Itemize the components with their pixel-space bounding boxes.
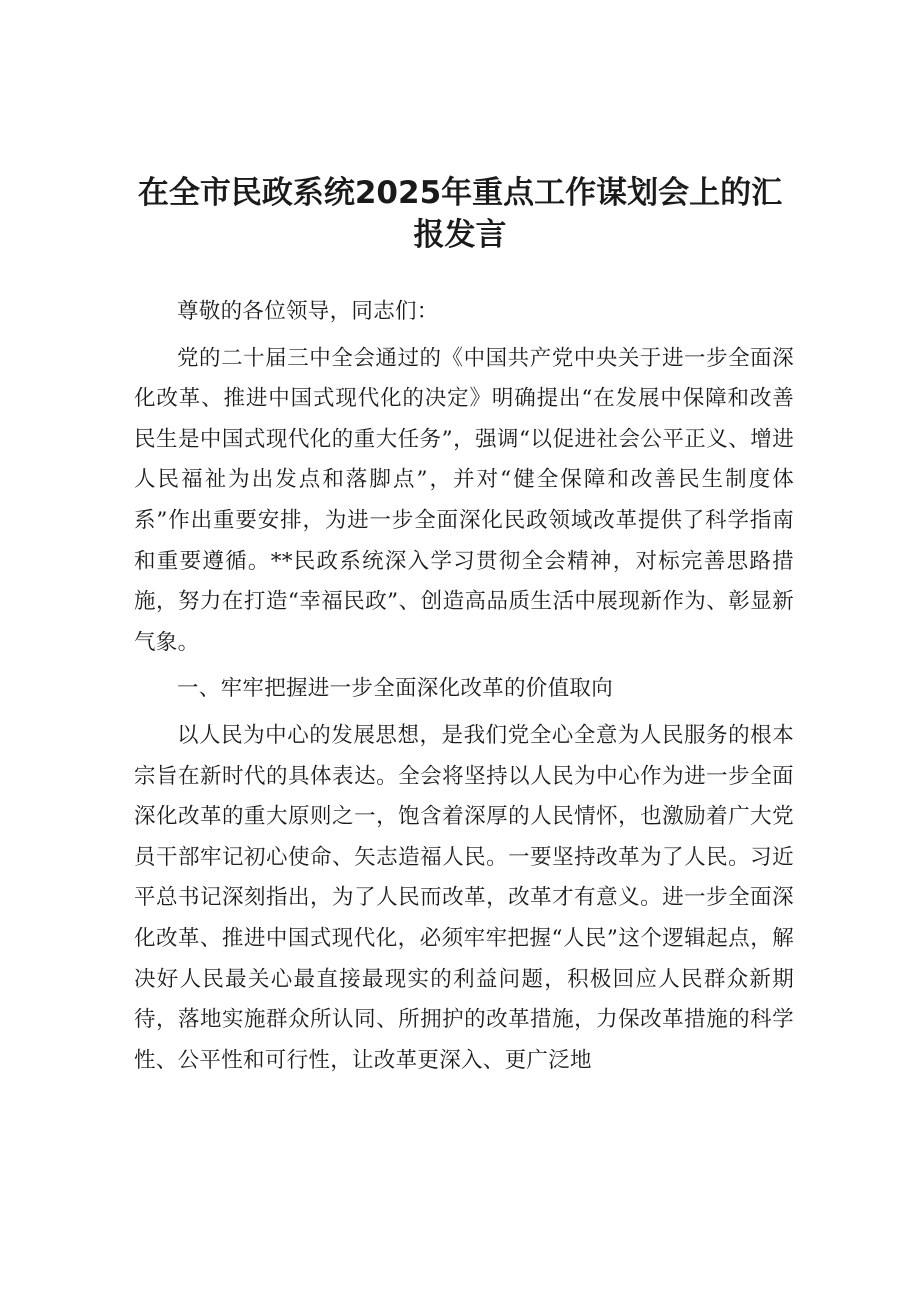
document-title [120, 172, 800, 256]
title-line-2: 报发言 [413, 217, 507, 253]
section-heading-1: 一、牢牢把握进一步全面深化改革的价值取向 [177, 676, 614, 702]
paragraph-section-1: 以人民为中心的发展思想，是我们党全心全意为人民服务的根本宗旨在新时代的具体表达。全会将坚持以人民为中心作为进一步全面深化改革的重大原则之一，饱含着深厚的人民情怀，也激励着广大党员干部牢记初心使命、矢志造福人民。一要坚持改革为了人民。习近平总书记深刻指出，为了人民而改革，改革才有意义。进一步全面深化改革、推进中国式现代化，必须牢牢把握“人民”这个逻辑起点，解决好人民最关心最直接最现实的利益问题，积极回应人民群众新期待，落地实施群众所认同、所拥护的改革措施，力保改革措施的科学性、公平性和可行性，让改革更深入、更广泛地 [134, 722, 794, 1073]
paragraph-intro: 党的二十届三中全会通过的《中国共产党中央关于进一步全面深化改革、推进中国式现代化的决定》明确提出“在发展中保障和改善民生是中国式现代化的重大任务”，强调“以促进社会公平正义、增进人民福祉为出发点和落脚点”，并对“健全保障和改善民生制度体系”作出重要安排，为进一步全面深化民政领域改革提供了科学指南和重要遵循。**民政系统深入学习贯彻全会精神，对标完善思路措施，努力在打造“幸福民政”、创造高品质生活中展现新作为、彰显新气象。 [134, 345, 794, 655]
salutation: 尊敬的各位领导，同志们： [177, 299, 439, 324]
title-line-1: 在全市民政系统2025年重点工作谋划会上的汇 [137, 175, 783, 211]
document-body [134, 292, 794, 1087]
